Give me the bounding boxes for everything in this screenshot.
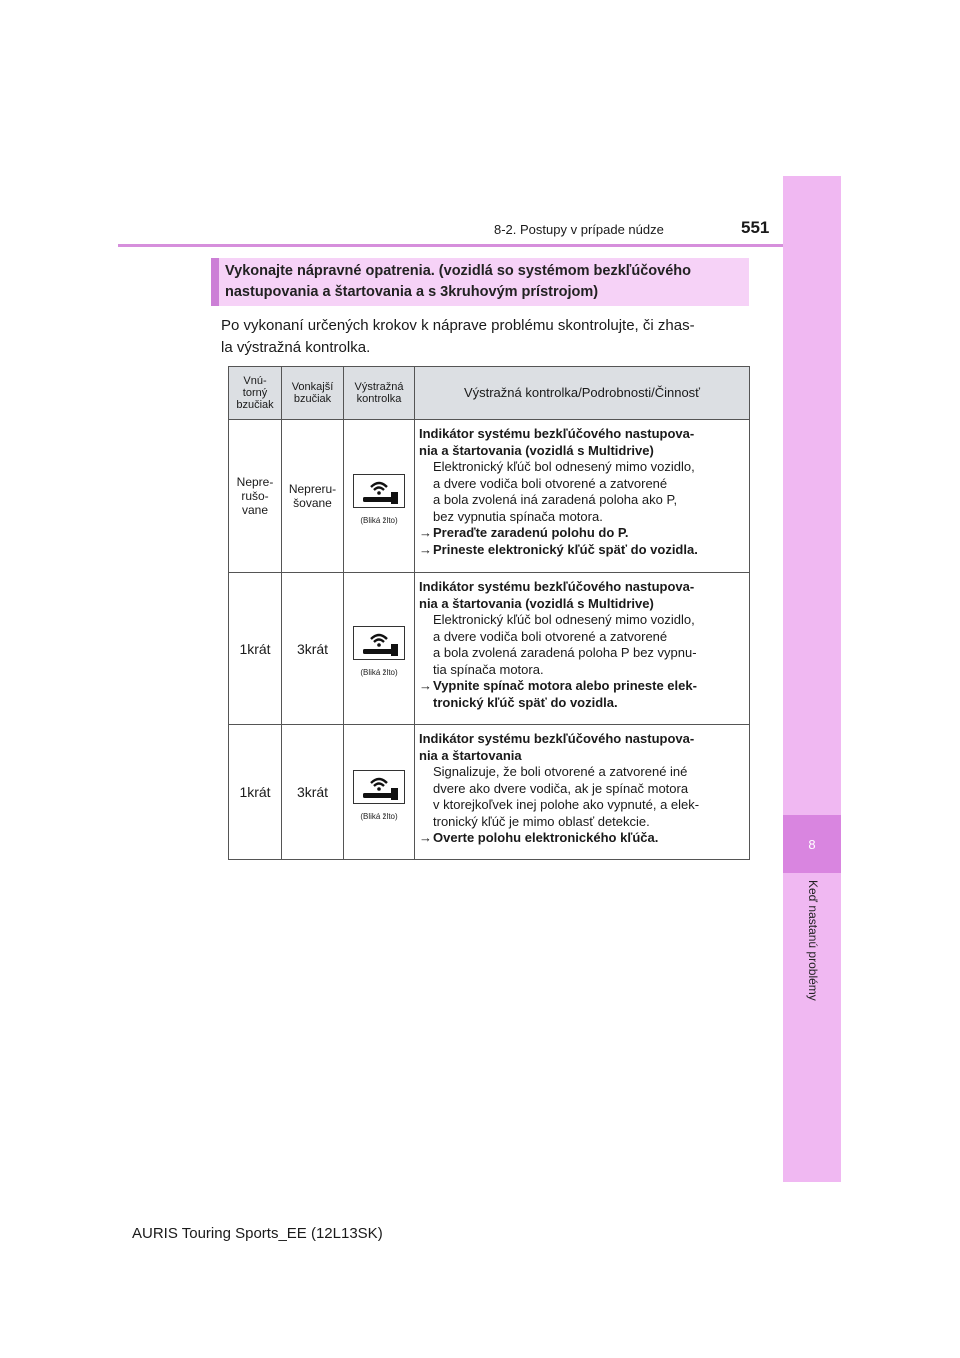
warning-light-cell — [344, 573, 415, 725]
header-warning-light — [344, 367, 415, 420]
detail-body-line: v ktorejkoľvek inej polohe ako vypnuté, a elek- — [433, 797, 700, 812]
header-line: torný — [242, 387, 268, 399]
detail-title-line: Indikátor systému bezkľúčového nastupova- — [419, 731, 695, 746]
detail-title-line: nia a štartovania (vozidlá s Multidrive) — [419, 595, 654, 611]
external-buzzer-cell — [282, 420, 344, 573]
details-cell — [415, 420, 750, 573]
detail-title-line: nia a štartovania — [419, 747, 522, 763]
detail-title-line: Indikátor systému bezkľúčového nastupova- — [419, 579, 695, 594]
internal-buzzer-cell — [229, 725, 282, 860]
details-cell — [415, 725, 750, 860]
right-arrow-icon: → — [419, 525, 432, 540]
detail-body-line: Signalizuje, že boli otvorené a zatvorené iné — [433, 764, 688, 779]
right-arrow-icon: → — [419, 830, 432, 845]
internal-buzzer-cell — [229, 573, 282, 725]
cell-line: 3krát — [296, 640, 329, 657]
detail-body-line: Elektronický kľúč bol odnesený mimo vozidlo, — [433, 459, 695, 474]
detail-body-line: a dvere vodiča boli otvorené a zatvorené — [433, 475, 668, 491]
chapter-label: Keď nastanú problémy — [806, 880, 820, 1001]
warning-table — [228, 366, 750, 860]
detail-title-line: nia a štartovania (vozidlá s Multidrive) — [419, 442, 654, 458]
banner-accent-bar — [211, 258, 219, 306]
detail-body-line: dvere ako dvere vodiča, ak je spínač motora — [433, 780, 689, 796]
action-text-continued: tronický kľúč späť do vozidla. — [433, 694, 618, 710]
cell-line: vane — [241, 503, 269, 517]
external-buzzer-cell — [282, 573, 344, 725]
smart-key-warning-icon — [353, 626, 405, 660]
blink-note: (Bliká žlto) — [360, 515, 398, 525]
detail-body-line: a bola zvolená iná zaradená poloha ako P, — [433, 492, 678, 507]
cell-line: rušo- — [241, 489, 269, 503]
action-item — [419, 678, 749, 695]
internal-buzzer-cell — [229, 420, 282, 573]
chapter-number: 8 — [783, 815, 841, 873]
cell-line: 1krát — [239, 784, 271, 800]
action-item — [419, 542, 749, 559]
action-item — [419, 525, 749, 542]
detail-body-line: tronický kľúč je mimo oblasť detekcie. — [433, 813, 650, 829]
smart-key-warning-icon — [353, 474, 405, 508]
banner-heading — [225, 261, 747, 303]
cell-line: Nepre- — [236, 475, 274, 489]
action-text: Prineste elektronický kľúč späť do vozidla. — [433, 541, 698, 557]
detail-body-line: a dvere vodiča boli otvorené a zatvorené — [433, 628, 668, 644]
banner-line: Vykonajte nápravné opatrenia. (vozidlá so systémom bezkľúčového — [225, 263, 691, 279]
right-arrow-icon: → — [419, 678, 432, 693]
document-footer: AURIS Touring Sports_EE (12L13SK) — [132, 1225, 383, 1242]
header-internal-buzzer — [229, 367, 282, 420]
details-cell — [415, 573, 750, 725]
header-line: Výstražná — [354, 381, 404, 393]
detail-body-line: a bola zvolená zaradená poloha P bez vypnu- — [433, 645, 697, 660]
cell-line: Nepreru- — [288, 482, 337, 496]
section-title: 8-2. Postupy v prípade núdze — [494, 222, 664, 237]
header-line: Vonkajší — [291, 381, 334, 393]
header-details: Výstražná kontrolka/Podrobnosti/Činnosť — [415, 367, 750, 420]
detail-title-line: Indikátor systému bezkľúčového nastupova- — [419, 426, 695, 441]
detail-body-line: bez vypnutia spínača motora. — [433, 508, 603, 524]
cell-line: 3krát — [296, 784, 329, 800]
blink-note: (Bliká žlto) — [360, 668, 398, 677]
detail-body-line: tia spínača motora. — [433, 661, 544, 677]
header-external-buzzer — [282, 367, 344, 420]
external-buzzer-cell — [282, 725, 344, 860]
cell-line: 1krát — [239, 640, 271, 657]
blink-note: (Bliká žlto) — [360, 811, 398, 821]
warning-light-cell — [344, 420, 415, 573]
intro-paragraph — [221, 315, 756, 359]
smart-key-warning-icon — [353, 770, 405, 804]
table-header-row — [229, 367, 750, 420]
table-row — [229, 573, 750, 725]
action-text: Overte polohu elektronického kľúča. — [433, 830, 659, 845]
section-banner — [211, 258, 749, 306]
action-item — [419, 830, 749, 847]
detail-body-line: Elektronický kľúč bol odnesený mimo vozidlo, — [433, 612, 695, 627]
cell-line: šovane — [293, 496, 332, 510]
action-text: Preraďte zaradenú polohu do P. — [433, 525, 629, 540]
table-row — [229, 725, 750, 860]
warning-light-cell — [344, 725, 415, 860]
action-text: Vypnite spínač motora alebo prineste elek- — [433, 678, 697, 693]
header-line: bzučiak — [293, 393, 332, 405]
header-line: bzučiak — [236, 399, 274, 411]
right-arrow-icon: → — [419, 541, 432, 557]
banner-line: nastupovania a štartovania a s 3kruhovým prístrojom) — [225, 284, 599, 300]
header-divider — [118, 244, 783, 247]
header-line: Vnú- — [243, 375, 267, 387]
intro-line: Po vykonaní určených krokov k náprave problému skontrolujte, či zhas- — [221, 317, 695, 334]
header-line: kontrolka — [356, 393, 402, 405]
page-number: 551 — [741, 218, 770, 237]
table-row — [229, 420, 750, 573]
intro-line: la výstražná kontrolka. — [221, 339, 371, 356]
